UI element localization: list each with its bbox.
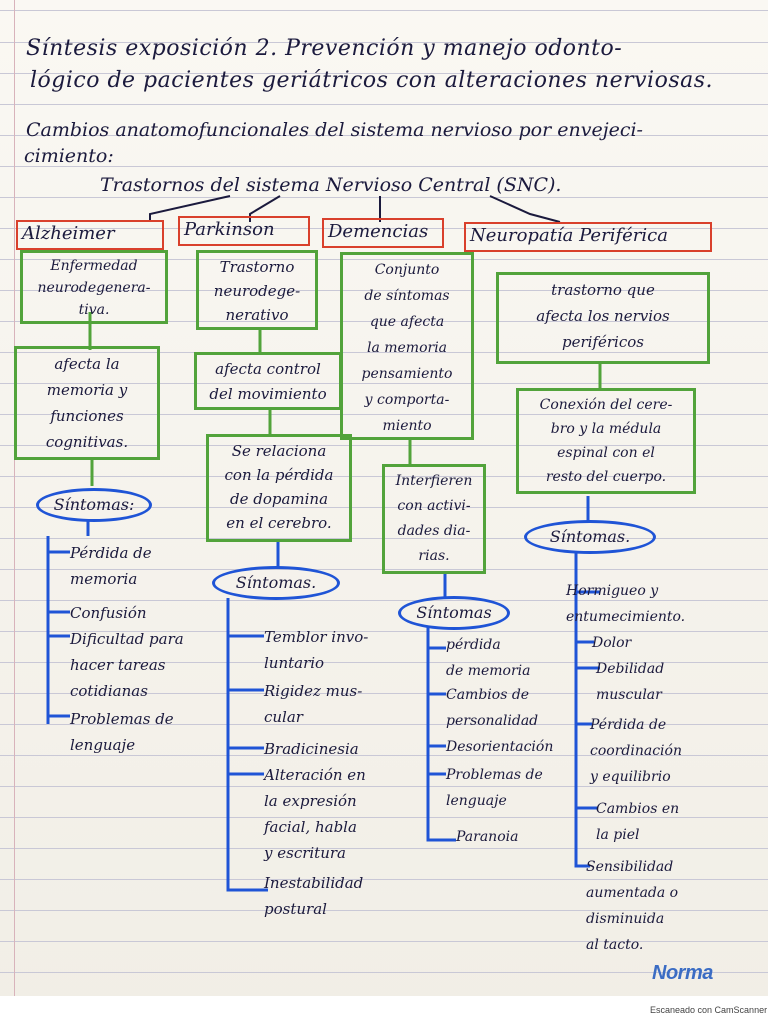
demencias-symptom: Cambios de personalidad xyxy=(446,687,539,729)
neuropatia-symptom: Pérdida de coordinación y equilibrio xyxy=(590,717,682,785)
parkinson-symptom: Bradicinesia xyxy=(264,740,359,758)
neuropatia-effect: Conexión del cere- bro y la médula espinal con el resto del cuerpo. xyxy=(516,388,696,494)
parkinson-dopamine-note: Se relaciona con la pérdida de dopamina en el cerebro. xyxy=(206,434,352,542)
demencias-symptom: pérdida de memoria xyxy=(446,637,531,679)
demencias-symptoms-label: Síntomas xyxy=(398,596,510,630)
header-demencias: Demencias xyxy=(322,218,444,248)
demencias-definition: Conjunto de síntomas que afecta la memoria pensamiento y comporta- miento xyxy=(340,252,474,440)
parkinson-symptom: Inestabilidad postural xyxy=(264,874,364,918)
scanner-note: Escaneado con CamScanner xyxy=(650,1005,768,1015)
alzheimer-symptom: Problemas de lenguaje xyxy=(70,710,174,754)
header-parkinson: Parkinson xyxy=(178,216,310,246)
neuropatia-symptom: Dolor xyxy=(592,635,632,651)
demencias-effect: Interfieren con activi- dades dia- rias. xyxy=(382,464,486,574)
notebook-brand-logo: Norma xyxy=(652,962,713,984)
page-title-line-1: Síntesis exposición 2. Prevención y manejo odonto- xyxy=(26,36,623,61)
demencias-symptom: Paranoia xyxy=(456,829,519,845)
alzheimer-symptoms-label: Síntomas: xyxy=(36,488,152,522)
demencias-symptom: Desorientación xyxy=(446,739,554,755)
alzheimer-symptom: Pérdida de memoria xyxy=(70,544,152,588)
header-alzheimer: Alzheimer xyxy=(16,220,164,250)
parkinson-symptoms-label: Síntomas. xyxy=(212,566,340,600)
subtitle-line-1: Cambios anatomofuncionales del sistema nervioso por envejeci- xyxy=(26,119,643,141)
neuropatia-symptom: Sensibilidad aumentada o disminuida al tacto. xyxy=(586,859,679,953)
neuropatia-symptom: Debilidad muscular xyxy=(596,661,665,703)
parkinson-definition: Trastorno neurodege- nerativo xyxy=(196,250,318,330)
page-title-line-2: lógico de pacientes geriátricos con alteraciones nerviosas. xyxy=(30,68,714,93)
root-topic: Trastornos del sistema Nervioso Central (SNC). xyxy=(100,174,562,196)
neuropatia-symptom: Hormigueo y entumecimiento. xyxy=(566,583,686,625)
neuropatia-symptom: Cambios en la piel xyxy=(596,801,680,843)
header-neuropatia: Neuropatía Periférica xyxy=(464,222,712,252)
parkinson-symptom: Temblor invo- luntario xyxy=(264,628,369,672)
subtitle-line-2: cimiento: xyxy=(24,145,114,167)
alzheimer-effect: afecta la memoria y funciones cognitivas. xyxy=(14,346,160,460)
neuropatia-definition: trastorno que afecta los nervios periféricos xyxy=(496,272,710,364)
alzheimer-symptom: Dificultad para hacer tareas cotidianas xyxy=(70,630,184,700)
neuropatia-symptoms-label: Síntomas. xyxy=(524,520,656,554)
alzheimer-symptom: Confusión xyxy=(70,604,147,622)
alzheimer-definition: Enfermedad neurodegenera- tiva. xyxy=(20,250,168,324)
parkinson-symptom: Alteración en la expresión facial, habla y escritura xyxy=(264,766,366,862)
demencias-symptom: Problemas de lenguaje xyxy=(446,767,543,809)
parkinson-symptom: Rigidez mus- cular xyxy=(264,682,363,726)
parkinson-effect: afecta control del movimiento xyxy=(194,352,342,410)
